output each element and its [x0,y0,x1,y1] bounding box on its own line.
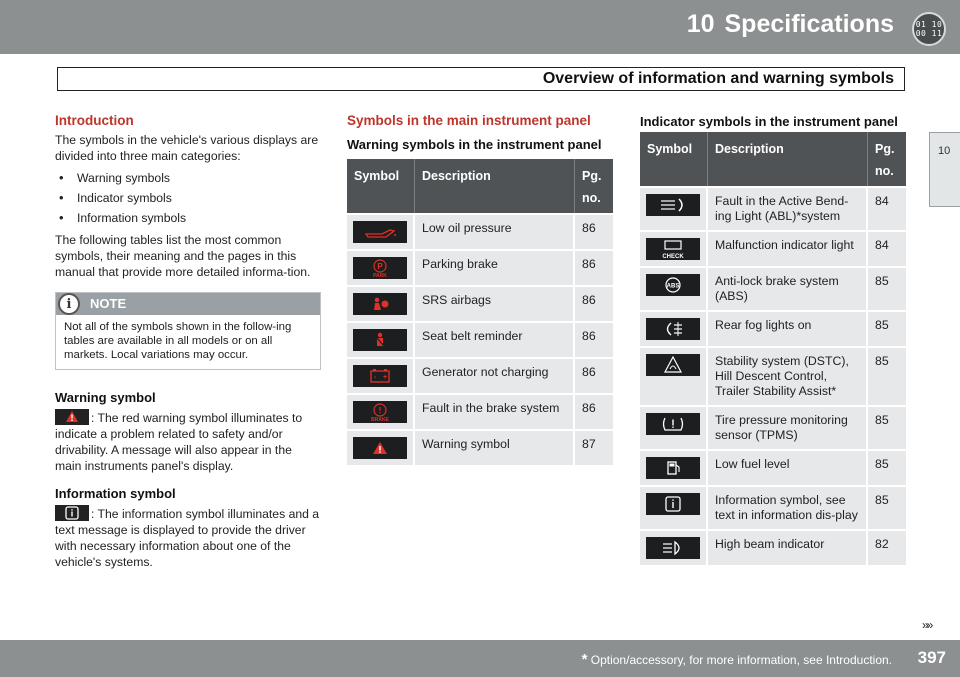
description-cell: Rear fog lights on [708,310,868,346]
symbol-cell [640,449,708,485]
intro-text: The symbols in the vehicle's various displays are divided into three main categories: [55,133,319,163]
symbol-cell [347,357,415,393]
symbol-cell [347,285,415,321]
chapter-number: 10 [686,10,715,38]
symbol-cell [347,429,415,465]
footnote-star: * [581,651,588,668]
column-header-page: Pg. no. [868,132,906,186]
page-cell: 86 [575,393,613,429]
oil-can-icon [353,221,407,243]
main-panel-heading: Symbols in the main instrument panel [347,113,591,128]
table-row [640,346,906,405]
chapter-badge-icon [912,12,946,46]
information-symbol-heading: Information symbol [55,486,176,501]
info-symbol-icon [55,505,89,521]
list-item: • Indicator symbols [55,190,321,206]
warning-triangle-icon [55,409,89,425]
airbag-icon [353,293,407,315]
page-cell: 86 [575,285,613,321]
list-item: • Information symbols [55,210,321,226]
table-row [640,186,906,230]
page-cell: 84 [868,230,906,266]
bend-light-icon [646,194,700,216]
page-cell: 85 [868,266,906,310]
rear-fog-icon [646,318,700,340]
note-title: NOTE [90,296,127,311]
page-cell: 86 [575,213,613,249]
description-cell: Warning symbol [415,429,575,465]
description-cell: Low fuel level [708,449,868,485]
column-header-symbol: Symbol [347,159,415,213]
description-cell: Information symbol, see text in information dis-play [708,485,868,529]
table-row [347,321,613,357]
table-row [640,449,906,485]
table-row [640,529,906,565]
next-page-arrows[interactable]: »» [922,618,932,632]
symbol-cell [640,310,708,346]
intro-heading: Introduction [55,113,134,128]
description-cell: Anti-lock brake system (ABS) [708,266,868,310]
fuel-pump-icon [646,457,700,479]
description-cell: SRS airbags [415,285,575,321]
intro-column [55,113,321,570]
column-header-description: Description [415,159,575,213]
abs-icon [646,274,700,296]
seat-belt-icon [353,329,407,351]
column-header-page: Pg. no. [575,159,613,213]
svg-text:ABS: ABS [666,283,680,290]
svg-text:-: - [374,374,377,381]
table-row [347,357,613,393]
page-cell: 85 [868,449,906,485]
chapter-badge-text: 01 10 00 11 [915,20,943,38]
description-cell: Fault in the brake system [415,393,575,429]
table-row [347,285,613,321]
svg-text:!: ! [378,406,382,415]
table-row [640,266,906,310]
battery-icon [353,365,407,387]
page-cell: 84 [868,186,906,230]
indicator-symbols-table [640,132,906,565]
warning-symbol-description: : The red warning symbol illuminates to indicate a problem related to safety and/or drivability. A message will also appear in the main instruments panel's display. [55,411,303,473]
page-cell: 87 [575,429,613,465]
symbol-cell [640,485,708,529]
section-subtitle: Overview of information and warning symbols [542,70,894,87]
warning-triangle-icon [353,437,407,459]
page-cell: 85 [868,405,906,449]
table-header-row [640,132,906,186]
table-row [347,249,613,285]
description-cell: Stability system (DSTC), Hill Descent Control, Trailer Stability Assist* [708,346,868,405]
symbol-cell [347,249,415,285]
chapter-side-tab[interactable] [929,132,960,207]
main-panel-column [347,113,613,465]
column-header-description: Description [708,132,868,186]
symbol-cell [640,186,708,230]
table-row [640,230,906,266]
description-cell: Seat belt reminder [415,321,575,357]
table-row [640,310,906,346]
high-beam-icon [646,537,700,559]
page-cell: 82 [868,529,906,565]
footnote-text: Option/accessory, for more information, see Introduction. [590,653,892,667]
warning-symbols-table [347,159,613,465]
svg-text:BRAKE: BRAKE [371,417,389,422]
header-bar [0,0,960,54]
svg-text:PARK: PARK [373,273,387,278]
svg-text:+: + [383,374,388,381]
tire-pressure-icon [646,413,700,435]
table-row [640,405,906,449]
description-cell: Generator not charging [415,357,575,393]
symbol-cell [640,230,708,266]
information-symbol-text [55,505,321,570]
info-icon: i [58,293,80,315]
description-cell: High beam indicator [708,529,868,565]
page-number: 397 [917,648,946,667]
footnote [582,651,892,668]
description-cell: Parking brake [415,249,575,285]
column-header-symbol: Symbol [640,132,708,186]
symbol-cell [640,405,708,449]
symbol-cell [640,529,708,565]
note-text: Not all of the symbols shown in the follow-ing tables are available in all models or on all markets. Local variations may occur. [64,321,292,361]
side-tab-label: 10 [938,145,951,157]
description-cell: Low oil pressure [415,213,575,249]
footer-bar [0,640,960,677]
page-cell: 86 [575,249,613,285]
table-header-row [347,159,613,213]
warning-symbol-heading: Warning symbol [55,390,156,405]
info-symbol-icon [646,493,700,515]
symbol-cell [347,213,415,249]
stability-icon [646,354,700,376]
category-list [55,170,321,226]
chapter-title [687,10,894,39]
main-panel-subheading: Warning symbols in the instrument panel [347,137,602,152]
section-subtitle-box [57,67,905,91]
page-cell: 86 [575,321,613,357]
table-row [640,485,906,529]
page-cell: 85 [868,346,906,405]
description-cell: Tire pressure monitoring sensor (TPMS) [708,405,868,449]
description-cell: Malfunction indicator light [708,230,868,266]
indicator-panel-heading: Indicator symbols in the instrument panel [640,114,898,129]
symbol-cell [640,346,708,405]
svg-text:P: P [377,262,383,271]
parking-brake-icon [353,257,407,279]
description-cell: Fault in the Active Bend-ing Light (ABL)*system [708,186,868,230]
page-cell: 85 [868,310,906,346]
svg-text:CHECK: CHECK [662,254,684,260]
page-cell: 86 [575,357,613,393]
brake-system-icon [353,401,407,423]
symbol-cell [347,321,415,357]
table-row [347,429,613,465]
intro-text-2: The following tables list the most common symbols, their meaning and the pages in this manual that provide more detailed informa-tion. [55,233,311,279]
warning-symbol-text [55,409,321,474]
symbol-cell [640,266,708,310]
information-symbol-description: : The information symbol illuminates and a text message is displayed to provide the driver with necessary information about one of the vehicle's systems. [55,507,320,569]
list-item: • Warning symbols [55,170,321,186]
page-cell: 85 [868,485,906,529]
note-box [55,292,321,370]
check-engine-icon [646,238,700,260]
note-header [56,293,320,315]
table-row [347,213,613,249]
chapter-name: Specifications [724,10,894,38]
indicator-panel-column [640,113,906,565]
symbol-cell [347,393,415,429]
table-row [347,393,613,429]
